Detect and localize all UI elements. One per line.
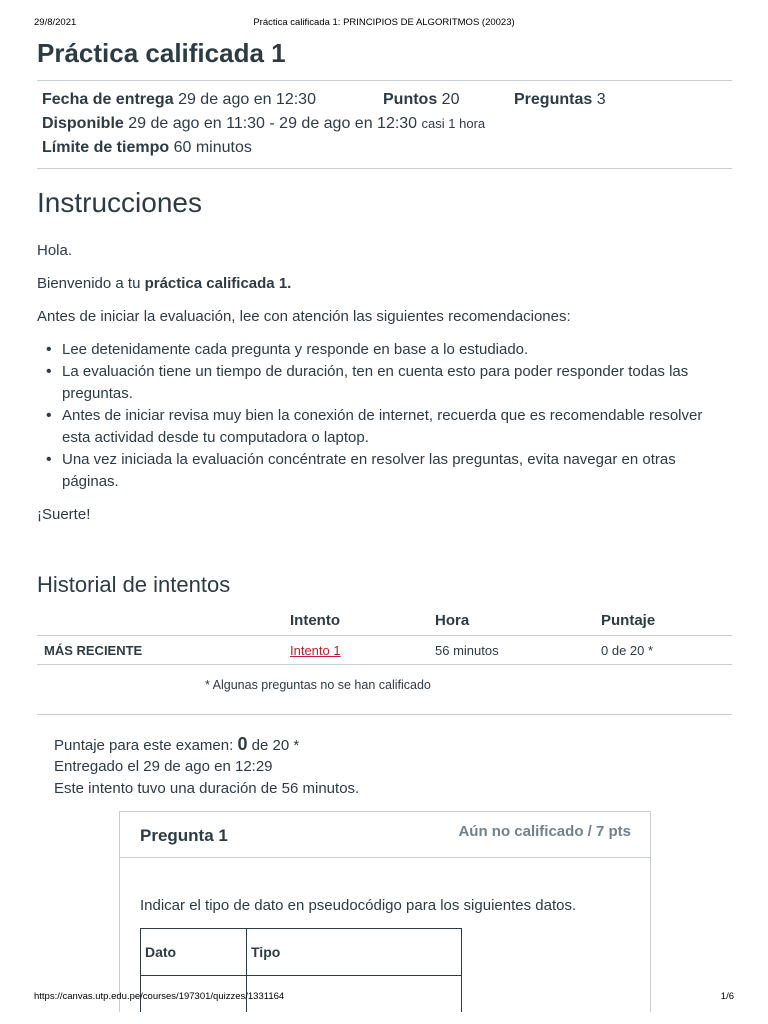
availability — [42, 115, 485, 133]
submitted-date: Entregado el 29 de ago en 12:29 — [54, 758, 273, 775]
welcome-bold: práctica calificada 1. — [144, 275, 292, 292]
question-status: Aún no calificado / 7 pts — [458, 823, 631, 840]
table-row — [37, 636, 732, 665]
recommendations-list — [44, 339, 734, 493]
list-item: • La evaluación tiene un tiempo de duración, ten en cuenta esto para poder responder todas las preguntas. — [44, 361, 734, 405]
list-item: • Antes de iniciar revisa muy bien la conexión de internet, recuerda que es recomendable resolver esta actividad desde tu computadora o laptop. — [44, 405, 734, 449]
divider — [37, 168, 732, 169]
question-text: Indicar el tipo de dato en pseudocódigo para los siguientes datos. — [140, 897, 577, 914]
questions-value: 3 — [596, 91, 606, 108]
grading-note: * Algunas preguntas no se han calificado — [205, 678, 431, 692]
question-header — [120, 812, 650, 858]
column-header: Hora — [435, 605, 601, 636]
questions-label: Preguntas — [514, 91, 593, 108]
score-suffix: de 20 * — [247, 737, 300, 754]
print-footer — [0, 991, 768, 1005]
print-url: https://canvas.utp.edu.pe/courses/197301/quizzes/1331164 — [34, 991, 285, 1002]
column-header: Tipo — [247, 929, 462, 976]
greeting: Hola. — [37, 242, 73, 259]
available-label: Disponible — [42, 115, 124, 132]
time-limit — [42, 139, 252, 157]
column-header: Puntaje — [601, 605, 732, 636]
due-label: Fecha de entrega — [42, 91, 174, 108]
column-header: Intento — [290, 605, 435, 636]
score-prefix: Puntaje para este examen: — [54, 737, 238, 754]
print-page-title: Práctica calificada 1: PRINCIPIOS DE ALGORITMOS (20023) — [253, 17, 515, 28]
attempt-score: 0 de 20 * — [601, 636, 732, 665]
available-note: casi 1 hora — [421, 116, 486, 131]
attempt-link[interactable]: Intento 1 — [290, 642, 341, 658]
points-label: Puntos — [383, 91, 438, 108]
instructions-heading: Instrucciones — [37, 187, 202, 218]
question-title: Pregunta 1 — [140, 826, 228, 845]
table-header-row — [37, 605, 732, 636]
closing-text: ¡Suerte! — [37, 506, 91, 523]
question-card — [119, 811, 651, 1012]
attempt-label: MÁS RECIENTE — [37, 636, 290, 665]
list-item: • Una vez iniciada la evaluación concéntrate en resolver las preguntas, evita navegar en otras páginas. — [44, 449, 734, 493]
divider — [37, 714, 732, 715]
welcome-prefix: Bienvenido a tu — [37, 275, 145, 292]
time-limit-label: Límite de tiempo — [42, 139, 170, 156]
time-limit-value: 60 minutos — [173, 139, 252, 156]
column-header — [37, 605, 290, 636]
attempt-time: 56 minutos — [435, 636, 601, 665]
due-date — [42, 91, 316, 109]
due-value: 29 de ago en 12:30 — [178, 91, 316, 108]
page-title: Práctica calificada 1 — [37, 38, 286, 68]
list-item: • Lee detenidamente cada pregunta y responde en base a lo estudiado. — [44, 339, 734, 361]
attempt-duration: Este intento tuvo una duración de 56 minutos. — [54, 780, 360, 797]
points-value: 20 — [441, 91, 460, 108]
attempt-cell — [290, 636, 435, 665]
welcome-text — [37, 275, 291, 292]
available-value: 29 de ago en 11:30 - 29 de ago en 12:30 — [128, 115, 418, 132]
print-header — [0, 17, 768, 31]
questions-count — [514, 91, 606, 109]
print-date: 29/8/2021 — [34, 17, 77, 28]
attempts-table — [37, 605, 732, 665]
divider — [37, 80, 732, 81]
print-page-number: 1/6 — [720, 991, 734, 1002]
points — [383, 91, 459, 109]
table-header-row — [141, 929, 462, 976]
score-value: 0 — [237, 734, 248, 754]
history-heading: Historial de intentos — [37, 572, 231, 597]
column-header: Dato — [141, 929, 247, 976]
instructions-intro: Antes de iniciar la evaluación, lee con atención las siguientes recomendaciones: — [37, 308, 571, 325]
score-summary — [54, 734, 299, 755]
